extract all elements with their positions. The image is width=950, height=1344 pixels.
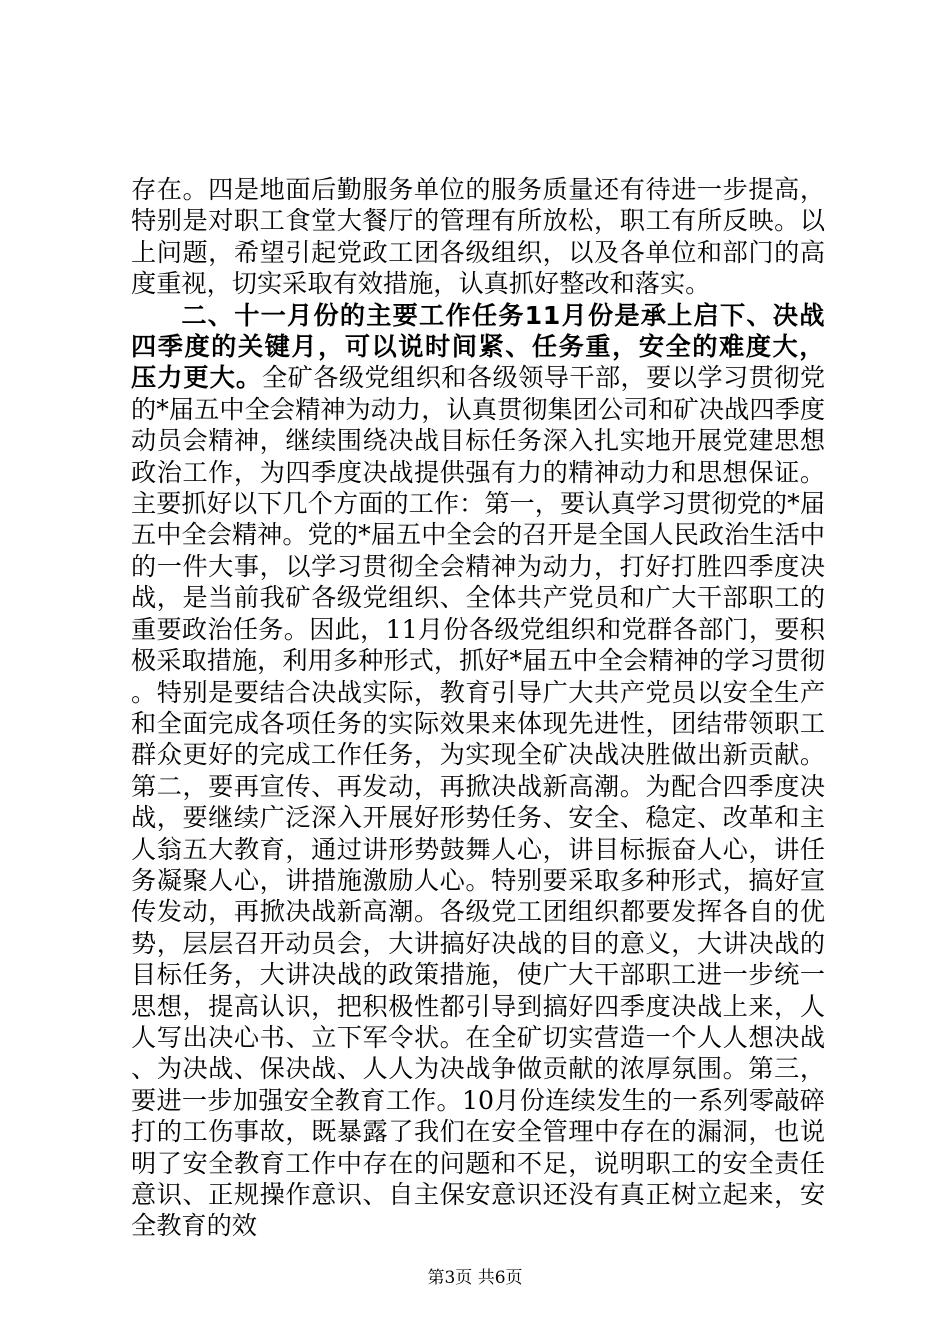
page-number-footer: 第3页 共6页 <box>427 1268 523 1288</box>
paragraph-continuation: 存在。四是地面后勤服务单位的服务质量还有待进一步提高，特别是对职工食堂大餐厅的管理有所放松，职工有所反映。以上问题，希望引起党政工团各级组织，以及各单位和部门的高度重视，切实采取有效措施，认真抓好整改和落实。 <box>131 175 825 299</box>
paragraph-body-text: 全矿各级党组织和各级领导干部，要以学习贯彻党的*届五中全会精神为动力，认真贯彻集团公司和矿决战四季度动员会精神，继续围绕决战目标任务深入扎实地开展党建思想政治工作，为四季度决战提供强有力的精神动力和思想保证。主要抓好以下几个方面的工作：第一，要认真学习贯彻党的*届五中全会精神。党的*届五中全会的召开是全国人民政治生活中的一件大事，以学习贯彻全会精神为动力，打好打胜四季度决战，是当前我矿各级党组织、全体共产党员和广大干部职工的重要政治任务。因此，11月份各级党组织和党群各部门，要积极采取措施，利用多种形式，抓好*届五中全会精神的学习贯彻。特别是要结合决战实际，教育引导广大共产党员以安全生产和全面完成各项任务的实际效果来体现先进性，团结带领职工群众更好的完成工作任务，为实现全矿决战决胜做出新贡献。第二，要再宣传、再发动，再掀决战新高潮。为配合四季度决战，要继续广泛深入开展好形势任务、安全、稳定、改革和主人翁五大教育，通过讲形势鼓舞人心，讲目标振奋人心，讲任务凝聚人心，讲措施激励人心。特别要采取多种形式，搞好宣传发动，再掀决战新高潮。各级党工团组织都要发挥各自的优势，层层召开动员会，大讲搞好决战的目的意义，大讲决战的目标任务，大讲决战的政策措施，使广大干部职工进一步统一思想，提高认识，把积极性都引导到搞好四季度决战上来，人人写出决心书、立下军令状。在全矿切实营造一个人人想决战、为决战、保决战、人人为决战争做贡献的浓厚氛围。第三，要进一步加强安全教育工作。10月份连续发生的一系列零敲碎打的工伤事故，既暴露了我们在安全管理中存在的漏洞，也说明了安全教育工作中存在的问题和不足，说明职工的安全责任意识、正规操作意识、自主保安意识还没有真正树立起来，安全教育的效 <box>131 363 826 1241</box>
paragraph-work-tasks <box>131 300 825 1242</box>
section-heading-lead: 二、十一月份的主要工作任务11月份是承上启下、决战四季度的关键月，可以说时间紧、任务重，安全的难度大，压力更大。 <box>131 300 825 393</box>
document-body <box>131 174 825 1242</box>
